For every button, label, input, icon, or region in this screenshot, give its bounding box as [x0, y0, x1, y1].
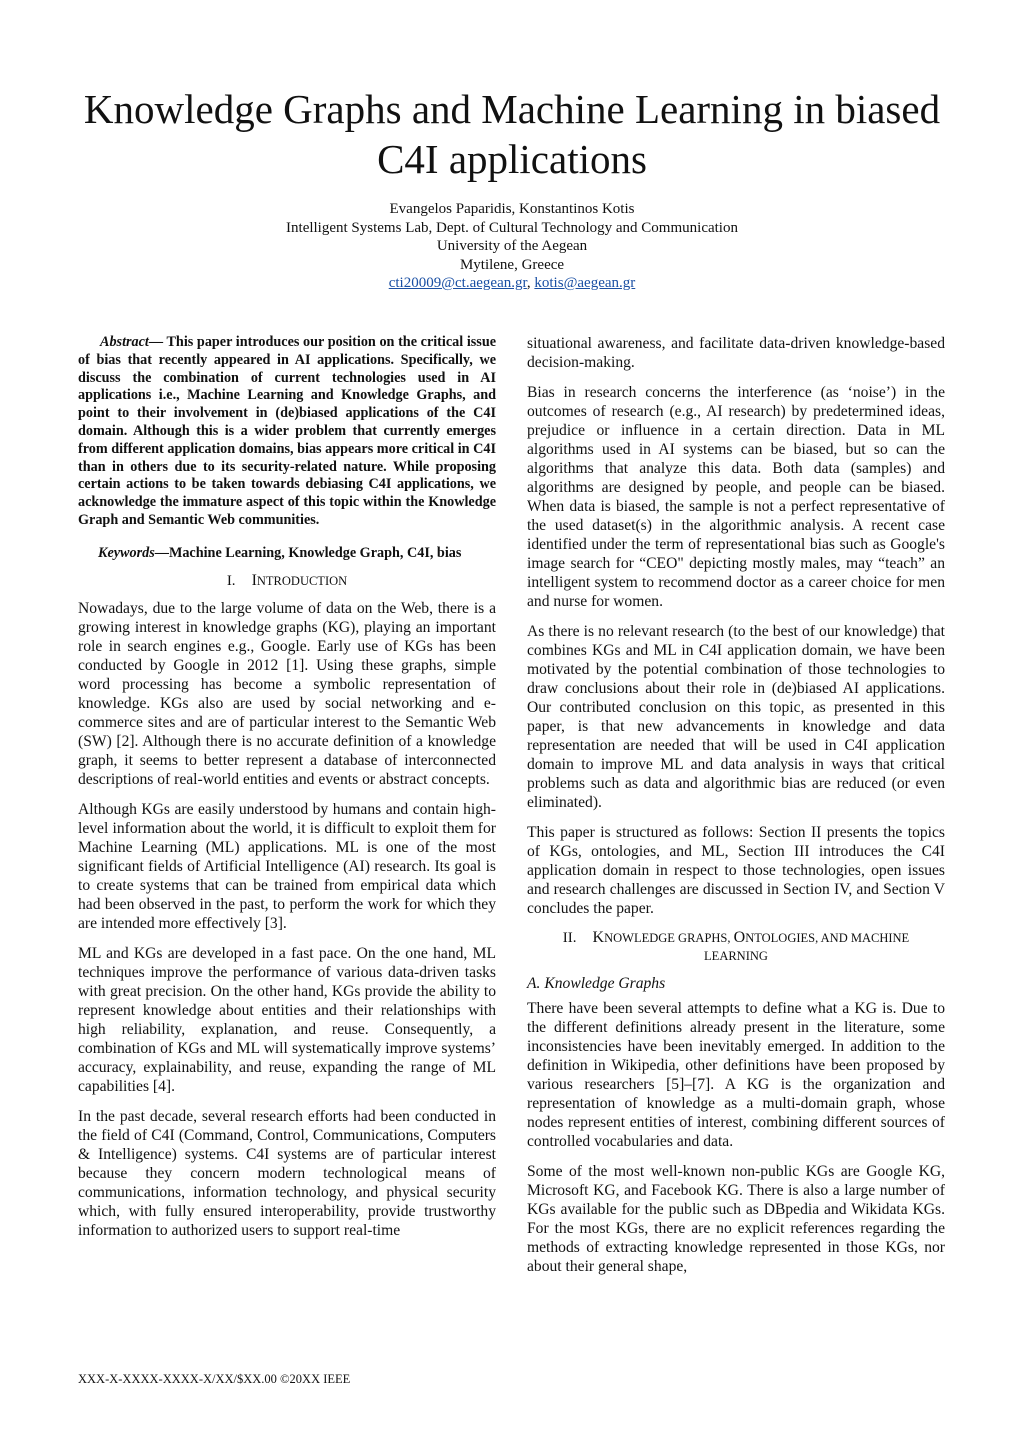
email-link-2[interactable]: kotis@aegean.gr	[534, 275, 636, 291]
author-university: University of the Aegean	[436, 238, 588, 254]
paragraph: There have been several attempts to define what a KG is. Due to the different definitions already present in the literature, some inconsistencies have been inevitably emerged. In addition to the definition in Wikipedia, other definitions have been proposed by various researchers [5]–[7]. A KG is the organization and representation of knowledge as a multi-domain graph, whose nodes represent entities of interest, combining different sources of controlled vocabularies and data.	[527, 1000, 945, 1150]
abstract-text: This paper introduces our position on the critical issue of bias that recently appeared in AI applications. Specifically, we discuss the combination of current technologies used in AI applications i.e., Machine Learning and Knowledge Graphs, and point to their involvement in (de)biased applications of the C4I domain. Although this is a wider problem that currently emerges from different application domains, bias appears more critical in C4I than in others due to its security-related nature. While proposing certain actions to be taken towards debiasing C4I applications, we acknowledge the immature aspect of this topic within the Knowledge Graph and Semantic Web communities.	[78, 334, 497, 528]
paragraph: Nowadays, due to the large volume of data on the Web, there is a growing interest in knowledge graphs (KG), playing an important role in search engines e.g., Google. Early use of KGs has been conducted by Google in 2012 [1]. Using these graphs, simple word processing has become a symbolic representation of knowledge. KGs also are used by social networking and e-commerce sites and are of particular interest to the Semantic Web (SW) [2]. Although there is no accurate definition of a knowledge graph, it seems to better represent a database of interconnected descriptions of real-world entities and events or abstract concepts.	[78, 599, 496, 788]
section-initial-k: K	[592, 929, 605, 946]
section-heading-kg-ontologies-ml	[527, 929, 945, 965]
author-emails	[200, 274, 824, 293]
paragraph-continued: In the past decade, several research efforts had been conducted in the field of C4I (Command, Control, Communications, Computers & Intelligence) systems. C4I systems are of particular interest because they concern modern technological means of communications, information technology, and physical security which, with fully ensured interoperability, provide trustworthy information to authorized users to support real-time	[78, 1107, 496, 1239]
author-names: Evangelos Paparidis, Konstantinos Kotis	[389, 201, 635, 217]
email-link-1[interactable]: cti20009@ct.aegean.gr	[388, 275, 527, 291]
title-line-2: C4I applications	[377, 136, 647, 182]
author-block	[200, 200, 824, 293]
abstract	[78, 334, 496, 530]
section-heading-introduction	[78, 572, 496, 590]
paragraph: This paper is structured as follows: Section II presents the topics of KGs, ontologies, and ML, Section III introduces the C4I application domain in respect to those technologies, open issues and research challenges are discussed in Section IV, and Section V concludes the paper.	[527, 824, 945, 917]
section-comma-2: ,	[815, 931, 821, 945]
abstract-dash: —	[148, 334, 167, 350]
abstract-label: Abstract	[100, 334, 149, 350]
section-comma-1: ,	[727, 931, 734, 945]
section-title-rest: NTRODUCTION	[256, 573, 348, 588]
paragraph-continuation: situational awareness, and facilitate data-driven knowledge-based decision-making.	[527, 335, 945, 371]
section-initial: I	[251, 571, 257, 589]
footer-copyright: XXX-X-XXXX-XXXX-X/XX/$XX.00 ©20XX IEEE	[78, 1372, 351, 1386]
keywords	[78, 544, 496, 562]
section-title-part-2: NTOLOGIES	[745, 931, 816, 945]
left-column	[78, 334, 496, 1251]
section-heading-line-2: LEARNING	[704, 949, 768, 963]
paragraph: As there is no relevant research (to the best of our knowledge) that combines KGs and ML in C4I application domain, we have been motivated by the potential combination of those technologies to draw conclusions about their role in (de)biased AI applications. Our contributed conclusion on this topic, as presented in this paper, is that new advancements in knowledge and data representation are needed that will be used in C4I application domain to improve ML and data analysis in ways that critical problems such as data and algorithmic bias are reduced (or even eliminated).	[527, 623, 945, 811]
keywords-label: Keywords	[98, 544, 155, 561]
section-title-part-3: AND MACHINE	[820, 931, 910, 945]
paragraph: Some of the most well-known non-public KGs are Google KG, Microsoft KG, and Facebook KG. There is also a large number of KGs available for the public such as DBpedia and Wikidata KGs. For the most KGs, there are no explicit references regarding the methods of extracting knowledge represented in those KGs, nor about their general shape,	[527, 1163, 945, 1275]
section-initial-o: O	[733, 929, 746, 946]
paper-title	[60, 84, 964, 184]
section-number: I.	[226, 572, 236, 589]
section-title-part-1: NOWLEDGE GRAPHS	[604, 931, 728, 945]
paragraph: ML and KGs are developed in a fast pace. On the one hand, ML techniques improve the performance of various data-driven tasks with great precision. On the other hand, KGs provide the ability to represent knowledge about entities and their relationships with high reliability, explanation, and reuse. Consequently, a combination of KGs and ML will systematically improve systems’ accuracy, explainability, and reuse, expanding the range of ML capabilities [4].	[78, 944, 496, 1095]
title-line-1: Knowledge Graphs and Machine Learning in biased	[83, 86, 941, 132]
email-separator: ,	[526, 275, 535, 291]
keywords-text: Machine Learning, Knowledge Graph, C4I, bias	[168, 544, 462, 561]
section-number: II.	[562, 930, 577, 946]
paragraph: Bias in research concerns the interference (as ‘noise’) in the outcomes of research (e.g., AI research) by predetermined ideas, prejudice or influence in a certain direction. Data in ML algorithms used in AI systems can be biased, but so can the algorithms that analyze this data. Both data (samples) and algorithms are designed by people, and people can be biased. When data is biased, the sample is not a perfect representative of the used dataset(s) in the algorithmic analysis. A recent case identified under the term of representational bias such as Google's image search for “CEO" depicting mostly males, may “teach” an intelligent system to recommend doctor as a career choice for men and nurse for women.	[527, 384, 945, 610]
keywords-dash: —	[154, 544, 169, 561]
section-heading-line-1	[527, 929, 945, 947]
paragraph: Although KGs are easily understood by humans and contain high-level information about the world, it is difficult to exploit them for Machine Learning (ML) applications. ML is one of the most significant fields of Artificial Intelligence (AI) research. Its goal is to create systems that can be trained from empirical data which had been observed in the past, to perform the work for which they are intended more effectively [3].	[78, 800, 496, 932]
author-location: Mytilene, Greece	[459, 256, 565, 273]
author-affiliation: Intelligent Systems Lab, Dept. of Cultural Technology and Communication	[286, 219, 738, 236]
subsection-heading-knowledge-graphs: A. Knowledge Graphs	[527, 975, 666, 992]
right-column	[527, 334, 945, 1287]
